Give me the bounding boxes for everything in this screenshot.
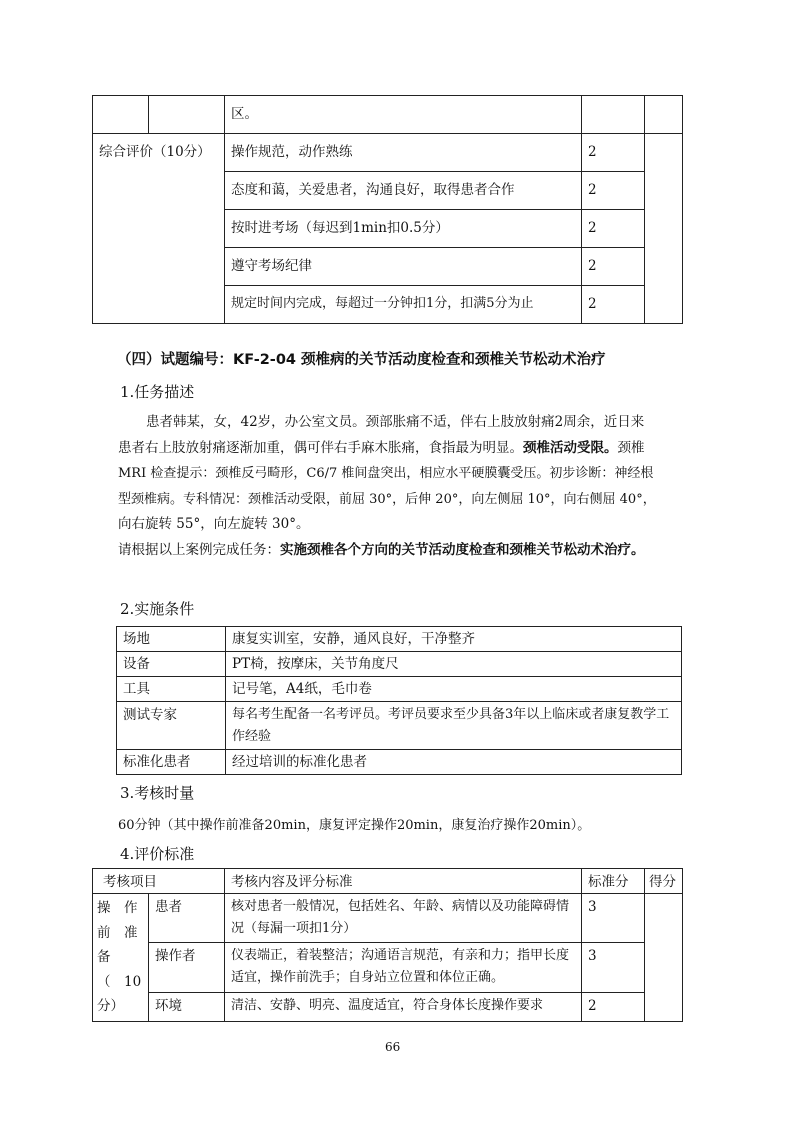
condition-value: 记号笔，A4纸，毛巾卷 <box>226 677 682 702</box>
header-item: 考核项目 <box>93 869 225 894</box>
table-row <box>93 943 683 992</box>
task-line: 向右旋转 55°，向左旋转 30°。 <box>118 516 310 533</box>
group-label: 前 准 <box>97 924 138 941</box>
cell-score: 2 <box>582 210 645 248</box>
condition-label: 测试专家 <box>117 702 226 750</box>
top-score-table <box>92 95 683 324</box>
header-content: 考核内容及评分标准 <box>225 869 582 894</box>
condition-value: 每名考生配备一名考评员。考评员要求至少具备3年以上临床或者康复教学工作经验 <box>226 702 682 750</box>
table-row <box>117 750 682 775</box>
sub-item: 环境 <box>149 992 225 1021</box>
task-emphasis: 颈椎活动受限。 <box>523 439 618 456</box>
score-blank <box>645 894 683 1022</box>
criteria-content: 仪表端正，着装整洁；沟通语言规范，有亲和力；指甲长度适宜，操作前洗手；自身站立位置和体位正确。 <box>225 943 582 992</box>
criteria-score: 3 <box>582 943 645 992</box>
instruction-bold: 实施颈椎各个方向的关节活动度检查和颈椎关节松动术治疗。 <box>280 541 645 558</box>
task-description <box>118 410 678 564</box>
condition-value: 康复实训室，安静，通风良好，干净整齐 <box>226 627 682 652</box>
table-row <box>93 96 683 134</box>
cell-text: 操作规范，动作熟练 <box>225 134 582 172</box>
table-row <box>117 627 682 652</box>
sub-item: 操作者 <box>149 943 225 992</box>
cell-score: 2 <box>582 172 645 210</box>
table-row <box>117 652 682 677</box>
task-line: 型颈椎病。专科情况：颈椎活动受限，前屈 30°，后伸 20°，向左侧屈 10°，向右侧屈 40°， <box>118 491 656 507</box>
cell-score: 2 <box>582 286 645 324</box>
group-label: 备 <box>97 949 111 965</box>
task-line: 患者韩某，女，42岁，办公室文员。颈部胀痛不适，伴右上肢放射痛2周余，近日来 <box>146 414 645 430</box>
cell-text: 规定时间内完成，每超过一分钟扣1分，扣满5分为止 <box>225 286 582 324</box>
condition-label: 工具 <box>117 677 226 702</box>
task-heading: 1.任务描述 <box>120 383 195 401</box>
conditions-table <box>116 626 682 775</box>
cell-text: 区。 <box>225 96 582 134</box>
criteria-score: 3 <box>582 894 645 943</box>
group-label: 分） <box>97 998 124 1014</box>
task-line: 患者右上肢放射痛逐渐加重，偶可伴右手麻木胀痛，食指最为明显。 <box>118 439 523 456</box>
duration-text: 60分钟（其中操作前准备20min，康复评定操作20min，康复治疗操作20min）。 <box>118 818 591 833</box>
group-label: （ 10 <box>97 973 142 990</box>
page-number: 66 <box>385 1040 401 1054</box>
criteria-content: 核对患者一般情况，包括姓名、年龄、病情以及功能障碍情况（每漏一项扣1分） <box>225 894 582 943</box>
table-row <box>117 677 682 702</box>
condition-label: 场地 <box>117 627 226 652</box>
condition-value: 经过培训的标准化患者 <box>226 750 682 775</box>
cell-text: 遵守考场纪律 <box>225 248 582 286</box>
table-row <box>93 894 683 943</box>
criteria-heading: 4.评价标准 <box>120 845 195 863</box>
table-row <box>93 992 683 1021</box>
category-cell: 综合评价（10分） <box>93 134 225 324</box>
condition-value: PT椅，按摩床，关节角度尺 <box>226 652 682 677</box>
cell-text: 按时进考场（每迟到1min扣0.5分） <box>225 210 582 248</box>
group-label-cell <box>93 894 149 1022</box>
condition-label: 标准化患者 <box>117 750 226 775</box>
group-label: 操 作 <box>97 900 138 916</box>
task-line: 颈椎 <box>617 439 645 456</box>
section-title: （四）试题编号：KF-2-04 颈椎病的关节活动度检查和颈椎关节松动术治疗 <box>117 352 606 368</box>
table-row <box>93 134 683 172</box>
cell-text: 态度和蔼，关爱患者，沟通良好，取得患者合作 <box>225 172 582 210</box>
criteria-score: 2 <box>582 992 645 1021</box>
cell-score: 2 <box>582 248 645 286</box>
conditions-heading: 2.实施条件 <box>120 600 195 618</box>
criteria-table <box>92 868 683 1022</box>
cell-score: 2 <box>582 134 645 172</box>
score-blank <box>645 134 683 324</box>
table-header-row <box>93 869 683 894</box>
condition-label: 设备 <box>117 652 226 677</box>
header-standard: 标准分 <box>582 869 645 894</box>
instruction-prefix: 请根据以上案例完成任务： <box>118 541 280 558</box>
criteria-content: 清洁、安静、明亮、温度适宜，符合身体长度操作要求 <box>225 992 582 1021</box>
header-score: 得分 <box>645 869 683 894</box>
duration-heading: 3.考核时量 <box>120 784 195 802</box>
task-line: MRI 检查提示：颈椎反弓畸形，C6/7 椎间盘突出，相应水平硬膜囊受压。初步诊断：神经根 <box>118 466 654 482</box>
table-row <box>117 702 682 750</box>
sub-item: 患者 <box>149 894 225 943</box>
